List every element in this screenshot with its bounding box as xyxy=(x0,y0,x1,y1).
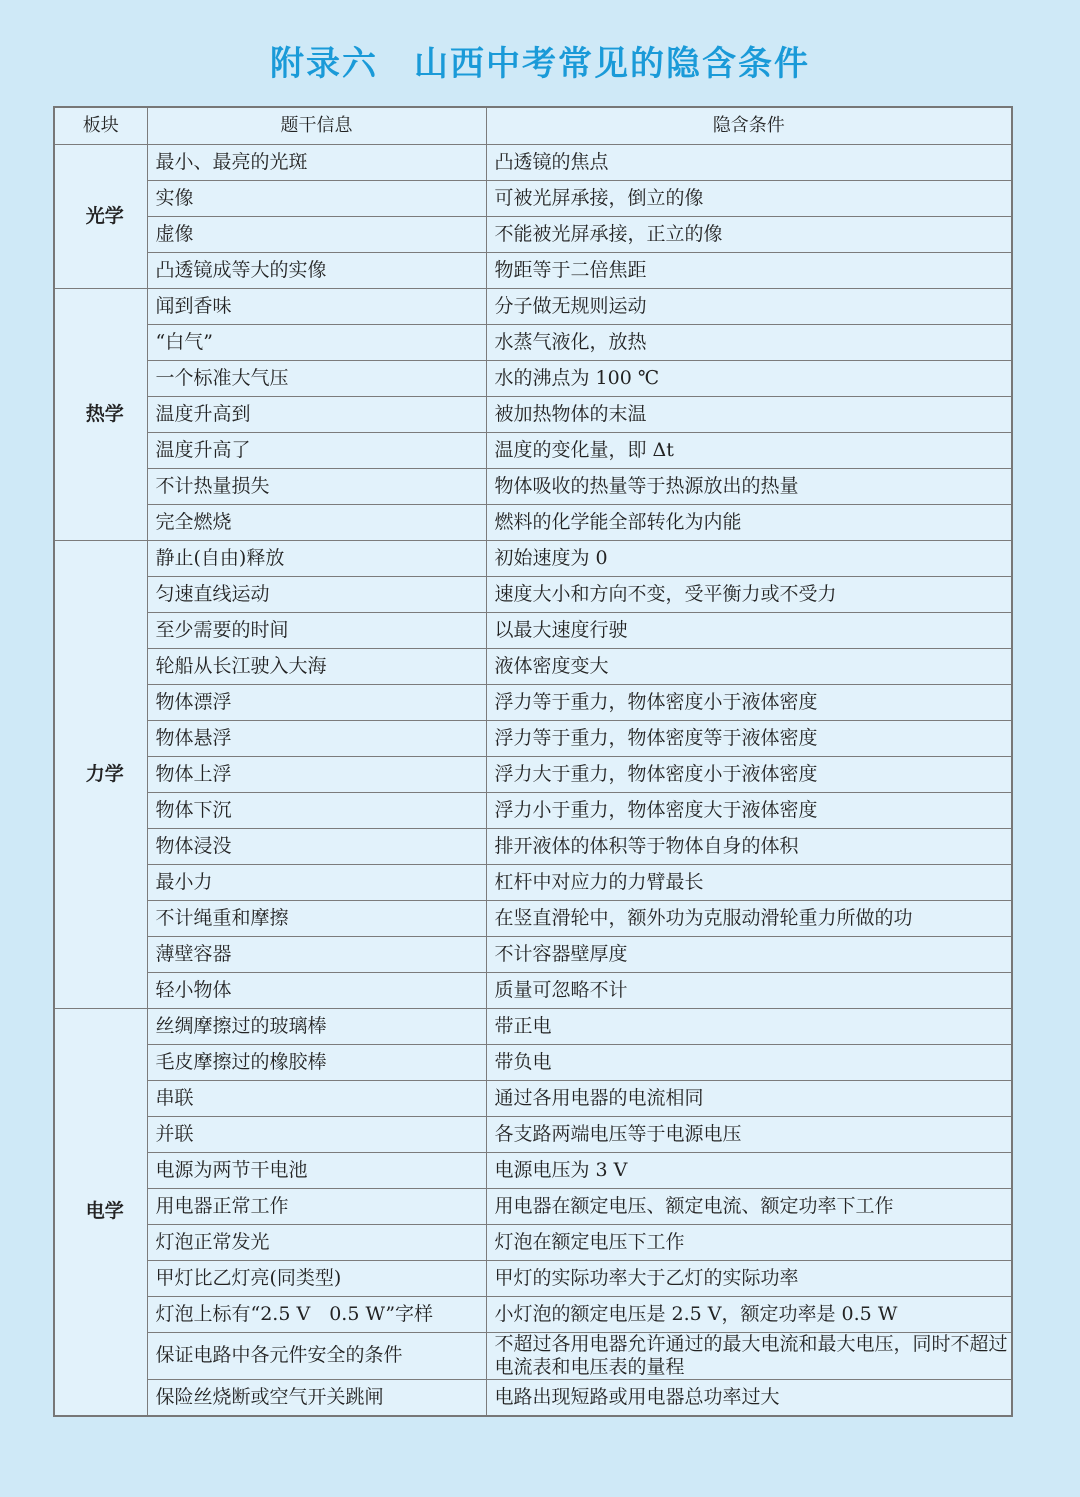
hidden-condition-cell: 杠杆中对应力的力臂最长 xyxy=(486,865,1012,901)
table-row xyxy=(54,613,1012,649)
header-section: 板块 xyxy=(54,107,147,145)
table-row xyxy=(54,937,1012,973)
stem-info-cell: 凸透镜成等大的实像 xyxy=(147,253,486,289)
table-row xyxy=(54,505,1012,541)
section-label: 热学 xyxy=(54,289,147,541)
stem-info-cell: 物体上浮 xyxy=(147,757,486,793)
hidden-condition-cell: 浮力等于重力，物体密度等于液体密度 xyxy=(486,721,1012,757)
table-row xyxy=(54,865,1012,901)
stem-info-cell: 物体浸没 xyxy=(147,829,486,865)
table-row xyxy=(54,361,1012,397)
hidden-condition-cell: 排开液体的体积等于物体自身的体积 xyxy=(486,829,1012,865)
stem-info-cell: 并联 xyxy=(147,1117,486,1153)
table-row xyxy=(54,1261,1012,1297)
stem-info-cell: 不计热量损失 xyxy=(147,469,486,505)
table-body xyxy=(54,145,1012,1416)
stem-info-cell: 匀速直线运动 xyxy=(147,577,486,613)
hidden-condition-cell: 小灯泡的额定电压是 2.5 V，额定功率是 0.5 W xyxy=(486,1297,1012,1333)
hidden-condition-cell: 质量可忽略不计 xyxy=(486,973,1012,1009)
table-row xyxy=(54,1045,1012,1081)
hidden-condition-cell: 水的沸点为 100 ℃ xyxy=(486,361,1012,397)
table-row xyxy=(54,1117,1012,1153)
stem-info-cell: 不计绳重和摩擦 xyxy=(147,901,486,937)
hidden-condition-cell: 灯泡在额定电压下工作 xyxy=(486,1225,1012,1261)
hidden-condition-cell: 以最大速度行驶 xyxy=(486,613,1012,649)
stem-info-cell: 静止(自由)释放 xyxy=(147,541,486,577)
table-row xyxy=(54,1153,1012,1189)
stem-info-cell: 丝绸摩擦过的玻璃棒 xyxy=(147,1009,486,1045)
stem-info-cell: 物体悬浮 xyxy=(147,721,486,757)
table-row xyxy=(54,397,1012,433)
hidden-condition-cell: 甲灯的实际功率大于乙灯的实际功率 xyxy=(486,1261,1012,1297)
table-row xyxy=(54,1225,1012,1261)
table-row xyxy=(54,1297,1012,1333)
hidden-condition-cell: 带负电 xyxy=(486,1045,1012,1081)
stem-info-cell: 灯泡上标有“2.5 V 0.5 W”字样 xyxy=(147,1297,486,1333)
header-stem-info: 题干信息 xyxy=(147,107,486,145)
hidden-condition-cell: 水蒸气液化，放热 xyxy=(486,325,1012,361)
hidden-condition-cell: 液体密度变大 xyxy=(486,649,1012,685)
stem-info-cell: 完全燃烧 xyxy=(147,505,486,541)
hidden-condition-cell: 不超过各用电器允许通过的最大电流和最大电压，同时不超过电流表和电压表的量程 xyxy=(486,1333,1012,1380)
hidden-condition-cell: 被加热物体的末温 xyxy=(486,397,1012,433)
hidden-condition-cell: 温度的变化量，即 Δt xyxy=(486,433,1012,469)
table-row xyxy=(54,1379,1012,1416)
table-row xyxy=(54,829,1012,865)
table-row xyxy=(54,721,1012,757)
hidden-condition-cell: 电源电压为 3 V xyxy=(486,1153,1012,1189)
hidden-condition-cell: 浮力大于重力，物体密度小于液体密度 xyxy=(486,757,1012,793)
stem-info-cell: 薄壁容器 xyxy=(147,937,486,973)
hidden-condition-cell: 不能被光屏承接，正立的像 xyxy=(486,217,1012,253)
hidden-condition-cell: 凸透镜的焦点 xyxy=(486,145,1012,181)
table-row xyxy=(54,253,1012,289)
section-label: 光学 xyxy=(54,145,147,289)
stem-info-cell: 温度升高到 xyxy=(147,397,486,433)
hidden-condition-cell: 速度大小和方向不变，受平衡力或不受力 xyxy=(486,577,1012,613)
hidden-condition-cell: 带正电 xyxy=(486,1009,1012,1045)
stem-info-cell: 保险丝烧断或空气开关跳闸 xyxy=(147,1379,486,1416)
hidden-condition-cell: 在竖直滑轮中，额外功为克服动滑轮重力所做的功 xyxy=(486,901,1012,937)
table-row xyxy=(54,1333,1012,1380)
table-row xyxy=(54,1081,1012,1117)
section-label: 电学 xyxy=(54,1009,147,1416)
table-row xyxy=(54,901,1012,937)
stem-info-cell: “白气” xyxy=(147,325,486,361)
stem-info-cell: 物体下沉 xyxy=(147,793,486,829)
table-row xyxy=(54,577,1012,613)
hidden-condition-cell: 电路出现短路或用电器总功率过大 xyxy=(486,1379,1012,1416)
table-row xyxy=(54,433,1012,469)
section-label: 力学 xyxy=(54,541,147,1009)
hidden-condition-cell: 浮力等于重力，物体密度小于液体密度 xyxy=(486,685,1012,721)
table-row xyxy=(54,793,1012,829)
page-title: 附录六 山西中考常见的隐含条件 xyxy=(270,44,810,84)
table-row xyxy=(54,973,1012,1009)
table-row xyxy=(54,469,1012,505)
hidden-condition-cell: 物距等于二倍焦距 xyxy=(486,253,1012,289)
stem-info-cell: 虚像 xyxy=(147,217,486,253)
table-row xyxy=(54,145,1012,181)
hidden-condition-cell: 燃料的化学能全部转化为内能 xyxy=(486,505,1012,541)
hidden-condition-cell: 物体吸收的热量等于热源放出的热量 xyxy=(486,469,1012,505)
hidden-condition-cell: 初始速度为 0 xyxy=(486,541,1012,577)
stem-info-cell: 轻小物体 xyxy=(147,973,486,1009)
stem-info-cell: 电源为两节干电池 xyxy=(147,1153,486,1189)
table-header-row xyxy=(54,107,1012,145)
table-row xyxy=(54,1189,1012,1225)
hidden-condition-cell: 分子做无规则运动 xyxy=(486,289,1012,325)
table-row xyxy=(54,649,1012,685)
stem-info-cell: 保证电路中各元件安全的条件 xyxy=(147,1333,486,1380)
table-row xyxy=(54,217,1012,253)
stem-info-cell: 至少需要的时间 xyxy=(147,613,486,649)
stem-info-cell: 用电器正常工作 xyxy=(147,1189,486,1225)
header-hidden-condition: 隐含条件 xyxy=(486,107,1012,145)
stem-info-cell: 串联 xyxy=(147,1081,486,1117)
table-row xyxy=(54,1009,1012,1045)
hidden-condition-cell: 各支路两端电压等于电源电压 xyxy=(486,1117,1012,1153)
hidden-condition-cell: 浮力小于重力，物体密度大于液体密度 xyxy=(486,793,1012,829)
table-row xyxy=(54,289,1012,325)
stem-info-cell: 最小、最亮的光斑 xyxy=(147,145,486,181)
table-row xyxy=(54,325,1012,361)
table-row xyxy=(54,541,1012,577)
hidden-condition-cell: 可被光屏承接，倒立的像 xyxy=(486,181,1012,217)
stem-info-cell: 实像 xyxy=(147,181,486,217)
stem-info-cell: 甲灯比乙灯亮(同类型) xyxy=(147,1261,486,1297)
stem-info-cell: 物体漂浮 xyxy=(147,685,486,721)
hidden-condition-cell: 用电器在额定电压、额定电流、额定功率下工作 xyxy=(486,1189,1012,1225)
hidden-conditions-table xyxy=(53,106,1013,1417)
stem-info-cell: 灯泡正常发光 xyxy=(147,1225,486,1261)
stem-info-cell: 温度升高了 xyxy=(147,433,486,469)
stem-info-cell: 最小力 xyxy=(147,865,486,901)
table-row xyxy=(54,181,1012,217)
stem-info-cell: 闻到香味 xyxy=(147,289,486,325)
table-row xyxy=(54,757,1012,793)
table-row xyxy=(54,685,1012,721)
stem-info-cell: 一个标准大气压 xyxy=(147,361,486,397)
stem-info-cell: 毛皮摩擦过的橡胶棒 xyxy=(147,1045,486,1081)
hidden-condition-cell: 通过各用电器的电流相同 xyxy=(486,1081,1012,1117)
stem-info-cell: 轮船从长江驶入大海 xyxy=(147,649,486,685)
hidden-condition-cell: 不计容器壁厚度 xyxy=(486,937,1012,973)
